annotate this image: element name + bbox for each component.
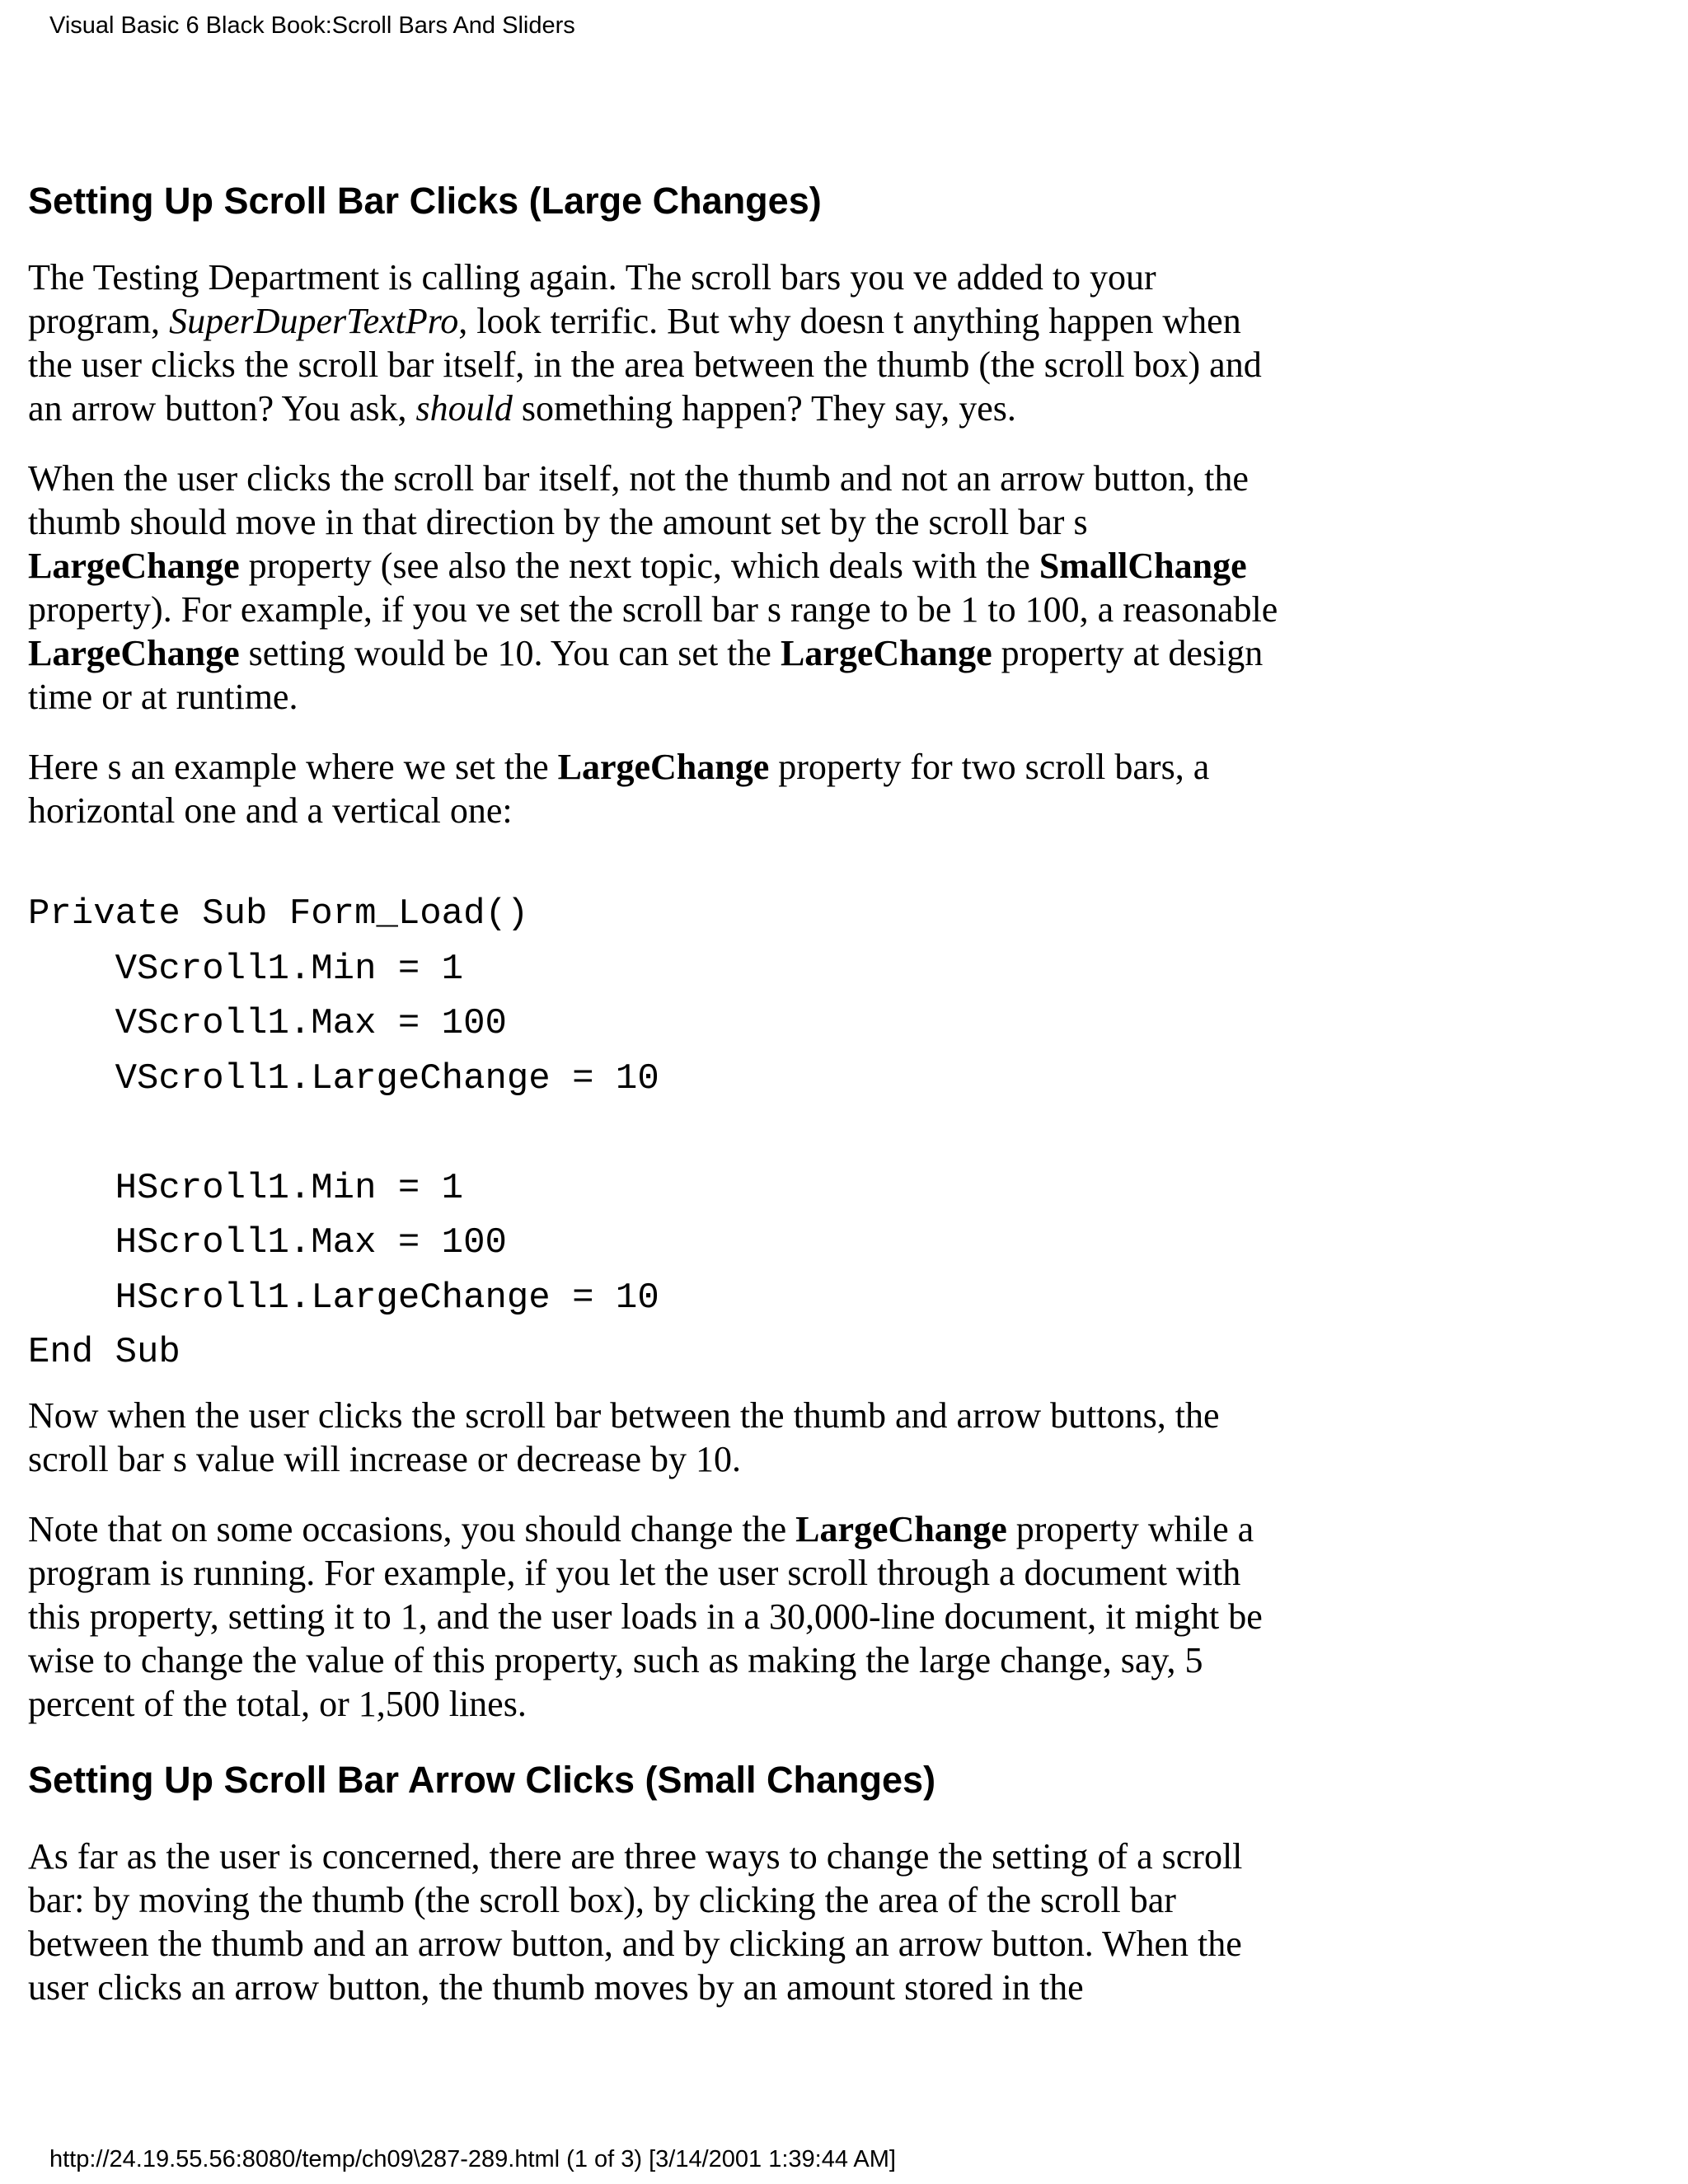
code-line: VScroll1.LargeChange = 10 [28, 1057, 659, 1099]
text-line: time or at runtime. [28, 677, 298, 717]
paragraph-largechange-explanation [28, 457, 1380, 719]
section-heading-small-changes: Setting Up Scroll Bar Arrow Clicks (Small Changes) [28, 1758, 936, 1801]
text-line: this property, setting it to 1, and the user loads in a 30,000-line document, it might be [28, 1596, 1263, 1637]
property-name-bold: LargeChange [28, 633, 240, 673]
property-name-bold: SmallChange [1039, 546, 1247, 586]
code-line: VScroll1.Max = 100 [28, 1003, 507, 1044]
text-line [28, 631, 1380, 675]
code-line: HScroll1.Min = 1 [28, 1167, 464, 1209]
property-name-bold: LargeChange [780, 633, 992, 673]
text-line: user clicks an arrow button, the thumb moves by an amount stored in the [28, 1966, 1084, 2008]
text-line: property). For example, if you ve set the scroll bar s range to be 1 to 100, a reasonable [28, 589, 1278, 630]
text-line: When the user clicks the scroll bar itself, not the thumb and not an arrow button, the [28, 458, 1249, 499]
text-run: program, [28, 301, 170, 341]
text-run: property for two scroll bars, a [769, 747, 1210, 787]
section-heading-large-changes: Setting Up Scroll Bar Clicks (Large Changes) [28, 180, 822, 222]
text-line: Now when the user clicks the scroll bar between the thumb and arrow buttons, the [28, 1394, 1220, 1436]
text-line: wise to change the value of this property, such as making the large change, say, 5 [28, 1639, 1203, 1680]
code-line-blank [28, 1106, 1380, 1161]
text-run: Note that on some occasions, you should change the [28, 1508, 796, 1549]
paragraph-result [28, 1394, 1380, 1481]
text-run: property at design [992, 633, 1264, 673]
text-line: As far as the user is concerned, there are three ways to change the setting of a scroll [28, 1835, 1243, 1877]
property-name-bold: LargeChange [28, 546, 240, 586]
program-name-italic: SuperDuperTextPro [169, 301, 459, 341]
page-header: Visual Basic 6 Black Book:Scroll Bars And Sliders [49, 12, 575, 39]
code-listing [28, 887, 1380, 1380]
paragraph-example-intro [28, 745, 1380, 832]
text-line: program is running. For example, if you let the user scroll through a document with [28, 1552, 1241, 1593]
document-body [28, 178, 1380, 2036]
text-run: property while a [1006, 1508, 1254, 1549]
code-line: End Sub [28, 1332, 181, 1373]
text-line: percent of the total, or 1,500 lines. [28, 1683, 527, 1724]
text-run: setting would be 10. You can set the [239, 633, 781, 673]
text-line [28, 1507, 1380, 1551]
paragraph-runtime-note [28, 1507, 1380, 1726]
text-line [28, 299, 1380, 343]
emphasis-italic: should [415, 388, 513, 429]
text-run: Here s an example where we set the [28, 747, 558, 787]
text-line: scroll bar s value will increase or decrease by 10. [28, 1438, 741, 1479]
text-line: the user clicks the scroll bar itself, in the area between the thumb (the scroll box) and [28, 344, 1262, 385]
text-line: The Testing Department is calling again. The scroll bars you ve added to your [28, 257, 1156, 298]
text-line [28, 745, 1380, 789]
text-line [28, 544, 1380, 588]
text-run: something happen? They say, yes. [512, 388, 1016, 429]
property-name-bold: LargeChange [795, 1508, 1007, 1549]
paragraph-small-changes-intro [28, 1835, 1380, 2009]
text-line [28, 387, 1380, 430]
text-line: between the thumb and an arrow button, and by clicking an arrow button. When the [28, 1923, 1242, 1964]
code-line: Private Sub Form_Load() [28, 893, 529, 935]
text-line: bar: by moving the thumb (the scroll box), by clicking the area of the scroll bar [28, 1879, 1176, 1920]
code-line: HScroll1.Max = 100 [28, 1222, 507, 1263]
code-line: VScroll1.Min = 1 [28, 948, 464, 990]
property-name-bold: LargeChange [557, 747, 770, 787]
text-run: property (see also the next topic, which deals with the [239, 546, 1039, 586]
text-line: thumb should move in that direction by the amount set by the scroll bar s [28, 502, 1088, 542]
page-footer-url: http://24.19.55.56:8080/temp/ch09\287-289.html (1 of 3) [3/14/2001 1:39:44 AM] [49, 2146, 896, 2172]
paragraph-intro [28, 255, 1380, 430]
text-run: an arrow button? You ask, [28, 388, 416, 429]
code-line: HScroll1.LargeChange = 10 [28, 1277, 659, 1319]
text-run: , look terrific. But why doesn t anything happen when [458, 301, 1241, 341]
text-line: horizontal one and a vertical one: [28, 790, 513, 831]
